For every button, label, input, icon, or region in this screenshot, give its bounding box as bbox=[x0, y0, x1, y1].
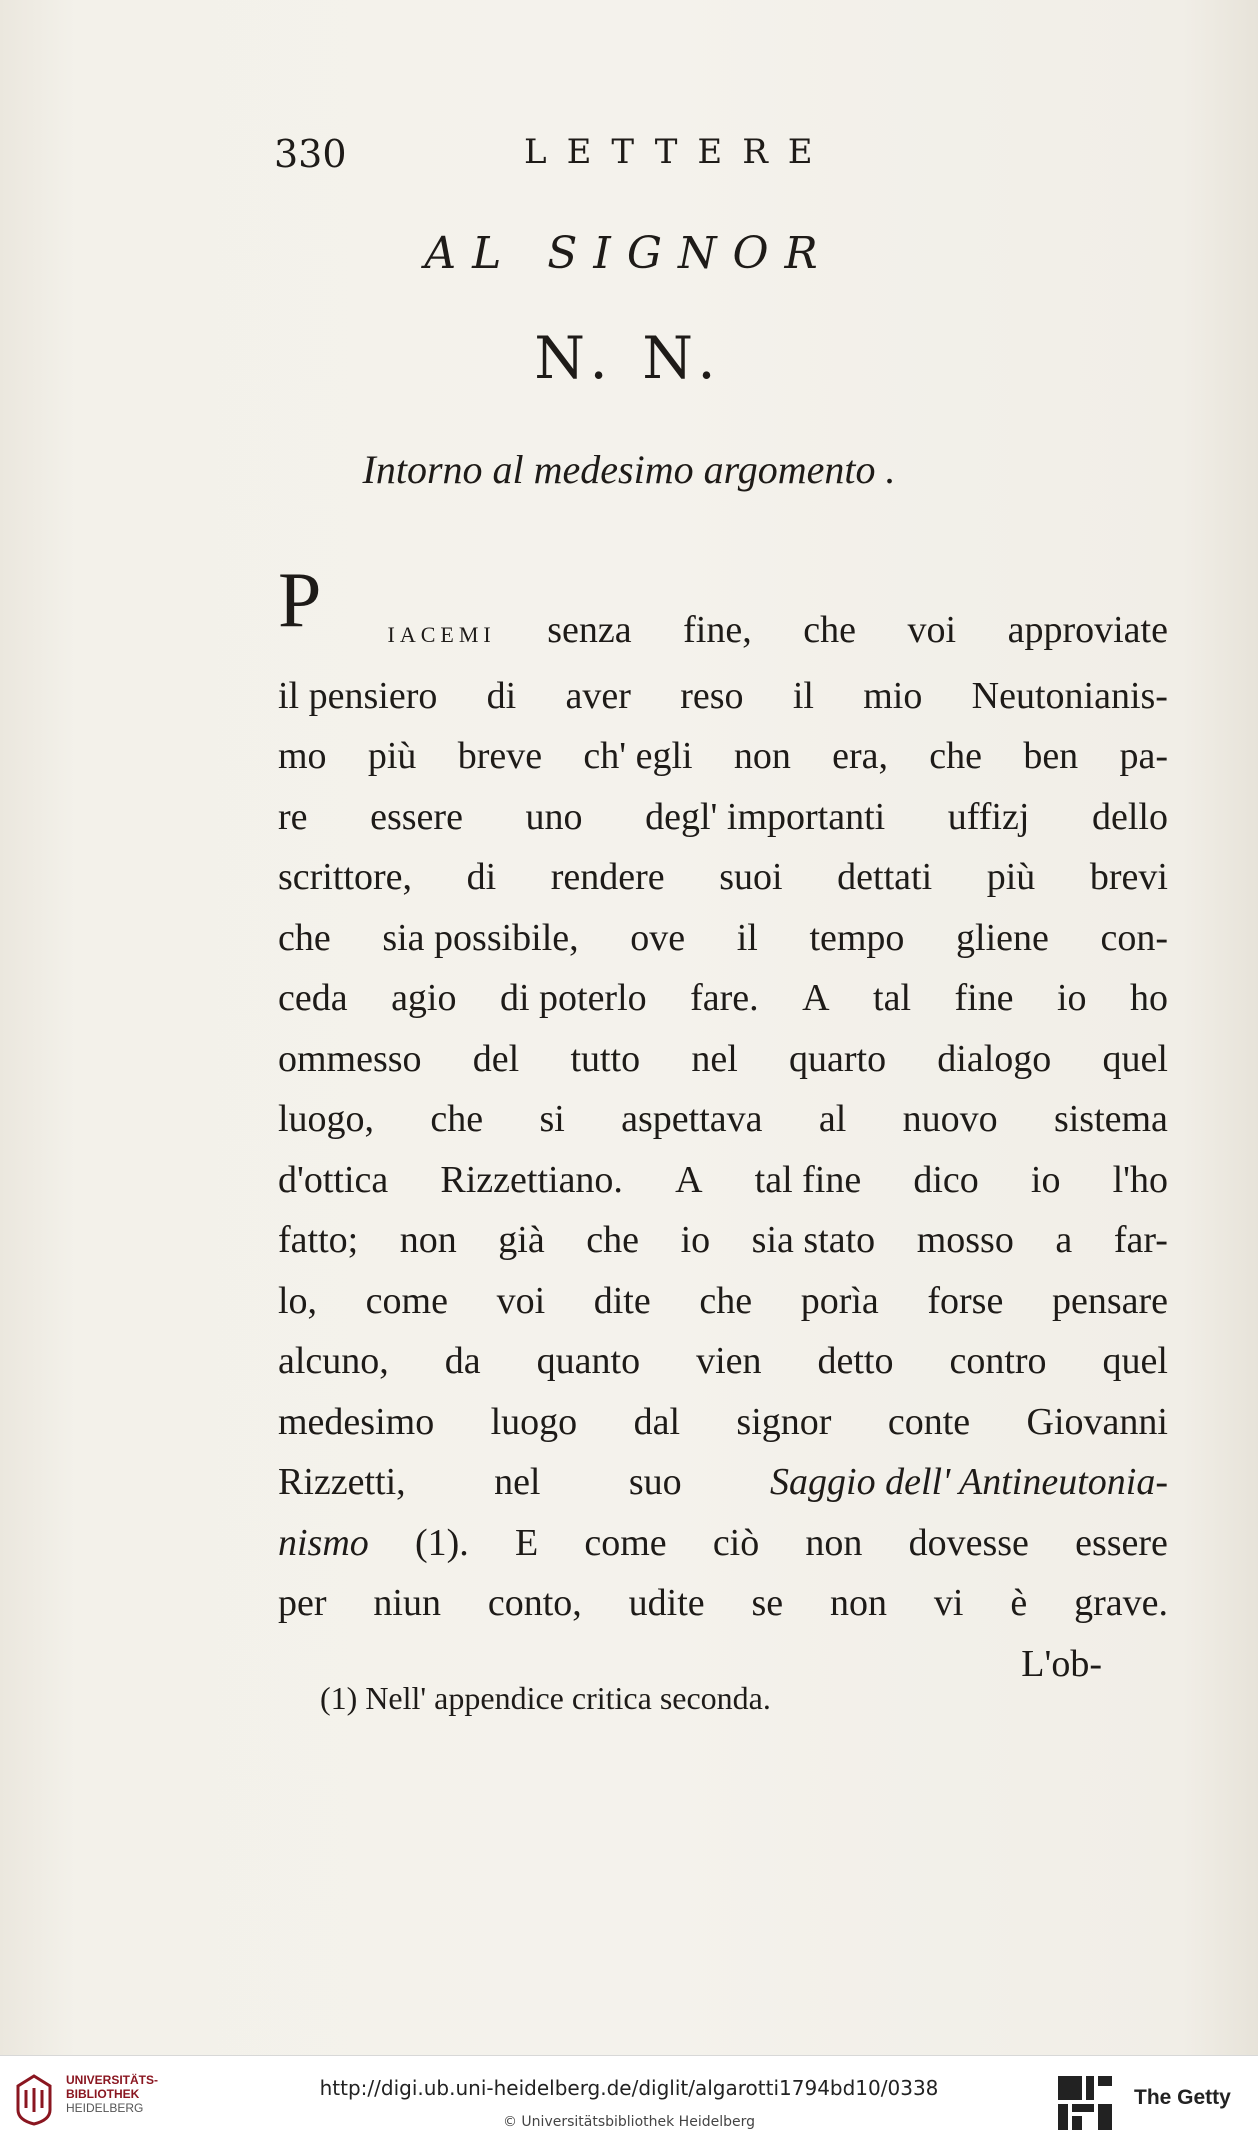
word: essere bbox=[370, 795, 463, 838]
word: che bbox=[803, 609, 856, 651]
word: uno bbox=[525, 795, 583, 838]
getty-name: The Getty bbox=[1134, 2086, 1231, 2109]
catchword: L'ob- bbox=[1021, 1642, 1102, 1685]
word: lo, bbox=[278, 1279, 318, 1322]
word: sistema bbox=[1053, 1098, 1168, 1140]
word: fine bbox=[954, 977, 1014, 1019]
word: quel bbox=[1102, 1340, 1168, 1382]
word: a bbox=[1055, 1219, 1073, 1261]
word: si bbox=[539, 1098, 565, 1140]
body-text bbox=[278, 556, 1168, 1694]
library-name: UNIVERSITÄTS- BIBLIOTHEK HEIDELBERG bbox=[66, 2073, 159, 2115]
word: di bbox=[466, 856, 497, 898]
word: ch' egli bbox=[583, 735, 693, 777]
word: luogo, bbox=[278, 1098, 375, 1140]
word: aspettava bbox=[621, 1098, 763, 1140]
word: ceda bbox=[278, 977, 348, 1019]
word: più bbox=[986, 856, 1036, 898]
word: dico bbox=[913, 1158, 979, 1201]
word: che bbox=[699, 1279, 753, 1322]
word: quarto bbox=[789, 1037, 887, 1080]
word: tal fine bbox=[754, 1158, 862, 1201]
word: reso bbox=[680, 674, 744, 717]
word: scrittore, bbox=[278, 856, 413, 898]
word: pa- bbox=[1119, 735, 1168, 777]
word: signor bbox=[736, 1400, 832, 1443]
word: d'ottica bbox=[278, 1158, 389, 1201]
word: nel bbox=[494, 1461, 541, 1503]
word: sia possibile, bbox=[382, 916, 579, 959]
word: breve bbox=[457, 735, 543, 777]
word: era, bbox=[832, 735, 889, 777]
word: udite bbox=[628, 1582, 705, 1624]
word: Neutonianis- bbox=[971, 674, 1168, 717]
text-line bbox=[278, 1029, 1168, 1090]
copyright-notice: © Universitätsbibliothek Heidelberg bbox=[502, 2114, 755, 2130]
viewer-footer bbox=[0, 2055, 1258, 2144]
word: dite bbox=[593, 1279, 651, 1322]
word: che bbox=[430, 1098, 484, 1140]
title-line-2: N. N. bbox=[534, 324, 724, 392]
word: A bbox=[675, 1158, 703, 1201]
word: come bbox=[584, 1521, 667, 1564]
word: il bbox=[736, 916, 758, 959]
word: medesimo bbox=[278, 1400, 435, 1443]
word: che bbox=[929, 735, 983, 777]
word: senza bbox=[547, 609, 632, 651]
word: nel bbox=[691, 1037, 738, 1080]
word: ho bbox=[1130, 977, 1168, 1019]
word: aver bbox=[565, 674, 631, 717]
word: il bbox=[792, 674, 814, 717]
subtitle: Intorno al medesimo argomento . bbox=[362, 447, 896, 492]
word: che bbox=[278, 916, 331, 959]
word: dialogo bbox=[937, 1037, 1052, 1080]
text-line bbox=[278, 1573, 1168, 1634]
text-line bbox=[278, 1331, 1168, 1392]
text-line bbox=[278, 726, 1168, 787]
word: al bbox=[818, 1098, 847, 1140]
text-line bbox=[278, 1513, 1168, 1574]
word: più bbox=[367, 735, 417, 777]
text-line bbox=[278, 847, 1168, 908]
italic-title: nismo bbox=[278, 1521, 369, 1564]
word: Giovanni bbox=[1026, 1400, 1168, 1443]
word: dello bbox=[1091, 795, 1168, 838]
word: contro bbox=[949, 1340, 1047, 1382]
word: forse bbox=[927, 1279, 1004, 1322]
text-line bbox=[278, 1271, 1168, 1332]
word: conto, bbox=[487, 1582, 582, 1624]
word: niun bbox=[373, 1582, 441, 1624]
word: tempo bbox=[809, 916, 905, 959]
word: uffizj bbox=[947, 795, 1030, 838]
word: ommesso bbox=[278, 1037, 422, 1080]
word: dovesse bbox=[908, 1521, 1029, 1564]
word: approviate bbox=[1007, 609, 1168, 651]
word: fare. bbox=[690, 977, 759, 1019]
word: quanto bbox=[536, 1340, 641, 1382]
word: se bbox=[751, 1582, 784, 1624]
word: l'ho bbox=[1112, 1158, 1168, 1201]
word: tal bbox=[873, 977, 911, 1019]
word: voi bbox=[907, 609, 957, 651]
word: che bbox=[586, 1219, 640, 1261]
title-line-1: AL SIGNOR bbox=[424, 228, 834, 279]
text-line bbox=[278, 908, 1168, 969]
word: ove bbox=[630, 916, 686, 959]
word: re bbox=[278, 795, 308, 838]
word: del bbox=[472, 1037, 520, 1080]
text-line bbox=[278, 968, 1168, 1029]
word: non bbox=[733, 735, 791, 777]
word: di bbox=[486, 674, 517, 717]
word: suo bbox=[628, 1461, 682, 1503]
word: ciò bbox=[712, 1521, 760, 1564]
word: degl' importanti bbox=[645, 795, 886, 838]
word: agio bbox=[391, 977, 457, 1019]
word: io bbox=[1030, 1158, 1061, 1201]
page-header bbox=[274, 132, 934, 182]
word: rendere bbox=[550, 856, 665, 898]
word: con- bbox=[1100, 916, 1168, 959]
word: io bbox=[680, 1219, 711, 1261]
page-number: 330 bbox=[274, 132, 347, 176]
word: mio bbox=[863, 674, 923, 717]
word: voi bbox=[496, 1279, 546, 1322]
text-line bbox=[278, 1452, 1168, 1513]
word: brevi bbox=[1089, 856, 1168, 898]
word: dettati bbox=[837, 856, 933, 898]
word: già bbox=[498, 1219, 545, 1261]
word: per bbox=[278, 1582, 327, 1624]
word: fatto; bbox=[278, 1219, 359, 1261]
footnote: (1) Nell' appendice critica seconda. bbox=[320, 1680, 771, 1716]
word: da bbox=[444, 1340, 481, 1382]
word: A bbox=[802, 977, 830, 1019]
word: ben bbox=[1023, 735, 1079, 777]
word: dal bbox=[633, 1400, 681, 1443]
word: tutto bbox=[570, 1037, 641, 1080]
text-line bbox=[278, 1150, 1168, 1211]
word: pensare bbox=[1051, 1279, 1168, 1322]
italic-title: Saggio dell' Antineutonia- bbox=[770, 1461, 1168, 1503]
word: il pensiero bbox=[278, 674, 438, 717]
word: di poterlo bbox=[499, 977, 647, 1019]
word: nuovo bbox=[902, 1098, 998, 1140]
word: detto bbox=[817, 1340, 894, 1382]
word: io bbox=[1056, 977, 1087, 1019]
word: quel bbox=[1102, 1037, 1168, 1080]
text-line bbox=[278, 556, 1168, 666]
getty-logo-icon bbox=[1056, 2074, 1114, 2132]
word: non bbox=[805, 1521, 863, 1564]
word: come bbox=[365, 1279, 448, 1322]
word: grave. bbox=[1074, 1582, 1168, 1624]
word: non bbox=[830, 1582, 888, 1624]
drop-cap: P bbox=[278, 556, 322, 643]
word: è bbox=[1010, 1582, 1028, 1624]
word: essere bbox=[1075, 1521, 1168, 1564]
word: alcuno, bbox=[278, 1340, 389, 1382]
word: sia stato bbox=[751, 1219, 876, 1261]
word: mo bbox=[278, 735, 327, 777]
opening-smallcaps: IACEMI bbox=[387, 622, 496, 647]
permalink-url[interactable]: http://digi.ub.uni-heidelberg.de/diglit/algarotti1794bd10/0338 bbox=[319, 2076, 939, 2100]
footnote-ref: (1). bbox=[414, 1521, 469, 1564]
word: mosso bbox=[916, 1219, 1014, 1261]
word: luogo bbox=[490, 1400, 578, 1443]
word: conte bbox=[887, 1400, 971, 1443]
word: gliene bbox=[956, 916, 1049, 959]
word: Rizzettiano. bbox=[440, 1158, 623, 1201]
word: Rizzetti, bbox=[278, 1461, 406, 1503]
word: vi bbox=[933, 1582, 964, 1624]
word: vien bbox=[696, 1340, 762, 1382]
running-head: LETTERE bbox=[524, 132, 833, 172]
word: suoi bbox=[719, 856, 783, 898]
text-line bbox=[278, 1210, 1168, 1271]
word: non bbox=[399, 1219, 457, 1261]
text-line bbox=[278, 1392, 1168, 1453]
word: porìa bbox=[800, 1279, 879, 1322]
text-line bbox=[278, 1089, 1168, 1150]
word: fine, bbox=[683, 609, 752, 651]
word: far- bbox=[1113, 1219, 1168, 1261]
text-line bbox=[278, 787, 1168, 848]
text-line bbox=[278, 666, 1168, 727]
word: E bbox=[514, 1521, 539, 1564]
